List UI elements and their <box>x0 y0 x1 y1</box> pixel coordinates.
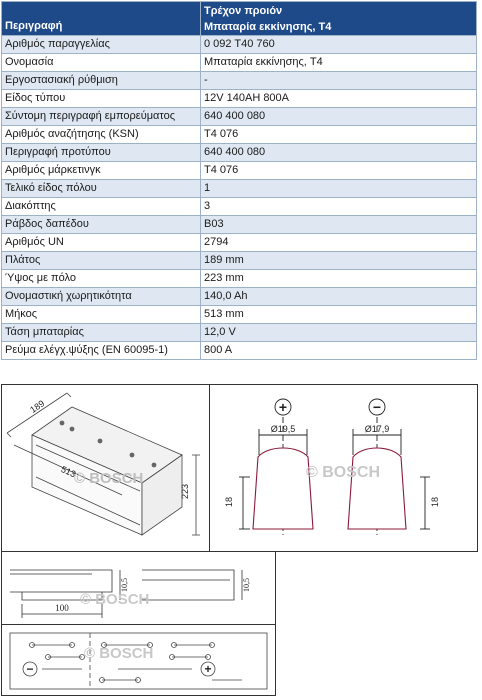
row-label: Ονομασία <box>2 54 201 72</box>
row-label: Αριθμός αναζήτησης (KSN) <box>2 126 201 144</box>
row-label: Ρεύμα ελέγχ.ψύξης (EN 60095-1) <box>2 342 201 360</box>
header-product-line1: Τρέχον προιόν <box>204 5 283 17</box>
row-value: 0 092 T40 760 <box>201 36 477 54</box>
table-row <box>2 342 477 360</box>
header-current-product <box>201 2 477 36</box>
watermark: © BOSCH <box>84 645 154 662</box>
row-label: Ονομαστική χωρητικότητα <box>2 288 201 306</box>
positive-terminal-symbol: + <box>278 399 288 415</box>
row-value: 3 <box>201 198 477 216</box>
row-value: 140,0 Ah <box>201 288 477 306</box>
ledge-distance-label: 100 <box>55 603 69 613</box>
table-row <box>2 54 477 72</box>
watermark: © BOSCH <box>74 470 144 487</box>
row-value: 640 400 080 <box>201 108 477 126</box>
header-product-line2: Μπαταρία εκκίνησης, T4 <box>204 21 332 33</box>
row-value: Μπαταρία εκκίνησης, T4 <box>201 54 477 72</box>
row-label: Τελικό είδος πόλου <box>2 180 201 198</box>
table-header-row <box>2 2 477 36</box>
row-label: Αριθμός UN <box>2 234 201 252</box>
watermark: © BOSCH <box>80 591 150 608</box>
terminal-layout-drawing <box>1 624 276 696</box>
row-label: Αριθμός μάρκετινγκ <box>2 162 201 180</box>
table-row <box>2 216 477 234</box>
row-label: Σύντομη περιγραφή εμπορεύματος <box>2 108 201 126</box>
table-row <box>2 198 477 216</box>
row-value: 1 <box>201 180 477 198</box>
specification-table <box>1 1 477 360</box>
row-label: Ράβδος δαπέδου <box>2 216 201 234</box>
row-label: Μήκος <box>2 306 201 324</box>
terminal-dimension-drawing <box>209 384 478 552</box>
row-label: Εργοστασιακή ρύθμιση <box>2 72 201 90</box>
row-value: T4 076 <box>201 126 477 144</box>
layout-plus-symbol: + <box>204 662 212 676</box>
table-row <box>2 252 477 270</box>
battery-length-label: 513 <box>59 464 78 480</box>
row-value: 223 mm <box>201 270 477 288</box>
row-label: Αριθμός παραγγελίας <box>2 36 201 54</box>
table-row <box>2 108 477 126</box>
table-row <box>2 180 477 198</box>
row-value: - <box>201 72 477 90</box>
table-row <box>2 126 477 144</box>
row-value: 640 400 080 <box>201 144 477 162</box>
row-value: T4 076 <box>201 162 477 180</box>
table-row <box>2 270 477 288</box>
negative-height-label: 18 <box>430 496 440 507</box>
row-label: Είδος τύπου <box>2 90 201 108</box>
row-value: 12,0 V <box>201 324 477 342</box>
row-value: 800 A <box>201 342 477 360</box>
negative-terminal-symbol: − <box>372 399 382 415</box>
row-label: Πλάτος <box>2 252 201 270</box>
row-value: 189 mm <box>201 252 477 270</box>
battery-height-label: 223 <box>180 483 190 499</box>
watermark: © BOSCH <box>306 464 381 481</box>
ledge-height-right: 10,5 <box>242 578 251 592</box>
row-value: B03 <box>201 216 477 234</box>
header-description: Περιγραφή <box>2 2 201 36</box>
table-row <box>2 288 477 306</box>
row-label: Διακόπτης <box>2 198 201 216</box>
table-row <box>2 306 477 324</box>
positive-height-label: 18 <box>224 496 234 507</box>
table-row <box>2 90 477 108</box>
table-row <box>2 234 477 252</box>
row-label: Ύψος με πόλο <box>2 270 201 288</box>
table-row <box>2 72 477 90</box>
ledge-dimension-drawing <box>1 551 276 625</box>
row-label: Περιγραφή προτύπου <box>2 144 201 162</box>
row-label: Τάση μπαταρίας <box>2 324 201 342</box>
row-value: 2794 <box>201 234 477 252</box>
negative-diameter-label: Ø17,9 <box>364 424 390 434</box>
row-value: 12V 140AH 800A <box>201 90 477 108</box>
layout-minus-symbol: − <box>26 662 34 676</box>
table-row <box>2 36 477 54</box>
battery-width-label: 189 <box>28 398 47 415</box>
row-value: 513 mm <box>201 306 477 324</box>
ledge-height-left: 10,5 <box>120 578 129 592</box>
table-row <box>2 162 477 180</box>
battery-dimension-drawing <box>1 384 210 552</box>
table-row <box>2 144 477 162</box>
table-row <box>2 324 477 342</box>
positive-diameter-label: Ø19,5 <box>270 424 296 434</box>
